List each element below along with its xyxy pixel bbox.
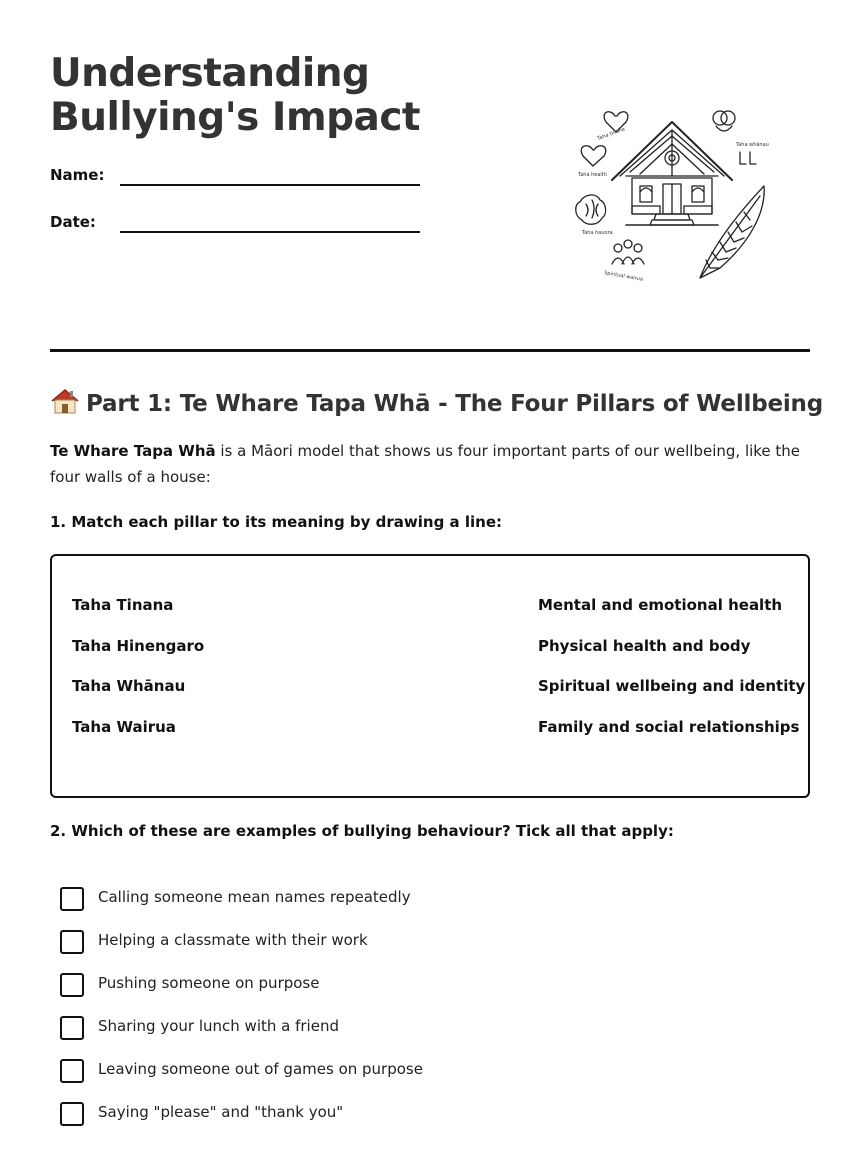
question-1: 1. Match each pillar to its meaning by drawing a line: <box>50 513 503 531</box>
svg-text:Spiritual wairua: Spiritual wairua <box>603 270 644 283</box>
house-emoji-icon <box>50 388 80 414</box>
svg-text:Taha hauora: Taha hauora <box>582 230 613 236</box>
meaning-physical[interactable]: Physical health and body <box>538 637 751 655</box>
date-field[interactable] <box>50 213 420 243</box>
wharenui-house-icon <box>560 92 790 292</box>
pillar-taha-whanau[interactable]: Taha Whānau <box>72 677 186 695</box>
title-line-1: Understanding <box>50 51 370 96</box>
checkbox[interactable] <box>60 973 84 997</box>
title-line-2: Bullying's Impact <box>50 95 421 140</box>
checkbox[interactable] <box>60 1016 84 1040</box>
intro-bold: Te Whare Tapa Whā <box>50 442 216 460</box>
name-field[interactable] <box>50 166 420 196</box>
checkbox[interactable] <box>60 1059 84 1083</box>
question-2: 2. Which of these are examples of bullying behaviour? Tick all that apply: <box>50 822 674 840</box>
option-row[interactable] <box>60 1102 660 1128</box>
option-label: Leaving someone out of games on purpose <box>98 1060 423 1078</box>
pillar-taha-wairua[interactable]: Taha Wairua <box>72 718 176 736</box>
worksheet-title <box>50 52 420 140</box>
intro-rest: is a Māori model that shows us four important parts of our wellbeing, like the four walls of a house: <box>50 442 801 486</box>
svg-text:Taha tinana: Taha tinana <box>596 126 626 142</box>
pillar-taha-tinana[interactable]: Taha Tinana <box>72 596 174 614</box>
svg-text:Taha whānau: Taha whānau <box>736 142 769 148</box>
meaning-family[interactable]: Family and social relationships <box>538 718 800 736</box>
checkbox[interactable] <box>60 930 84 954</box>
meaning-mental[interactable]: Mental and emotional health <box>538 596 783 614</box>
checkbox[interactable] <box>60 1102 84 1126</box>
matching-box[interactable] <box>50 554 810 798</box>
intro-paragraph <box>50 438 810 490</box>
option-label: Pushing someone on purpose <box>98 974 320 992</box>
option-row[interactable] <box>60 930 660 956</box>
option-row[interactable] <box>60 887 660 913</box>
option-row[interactable] <box>60 973 660 999</box>
name-label: Name: <box>50 166 105 184</box>
svg-text:Taha health: Taha health <box>578 172 607 178</box>
name-write-line[interactable] <box>120 184 420 186</box>
option-row[interactable] <box>60 1016 660 1042</box>
section-divider <box>50 349 810 352</box>
date-label: Date: <box>50 213 96 231</box>
option-label: Sharing your lunch with a friend <box>98 1017 339 1035</box>
part1-heading <box>50 388 823 420</box>
date-write-line[interactable] <box>120 231 420 233</box>
part1-heading-text: Part 1: Te Whare Tapa Whā - The Four Pillars of Wellbeing <box>86 391 823 417</box>
meaning-spiritual[interactable]: Spiritual wellbeing and identity <box>538 677 806 695</box>
option-label: Calling someone mean names repeatedly <box>98 888 411 906</box>
option-label: Saying "please" and "thank you" <box>98 1103 344 1121</box>
option-row[interactable] <box>60 1059 660 1085</box>
checkbox[interactable] <box>60 887 84 911</box>
option-label: Helping a classmate with their work <box>98 931 368 949</box>
pillar-taha-hinengaro[interactable]: Taha Hinengaro <box>72 637 205 655</box>
